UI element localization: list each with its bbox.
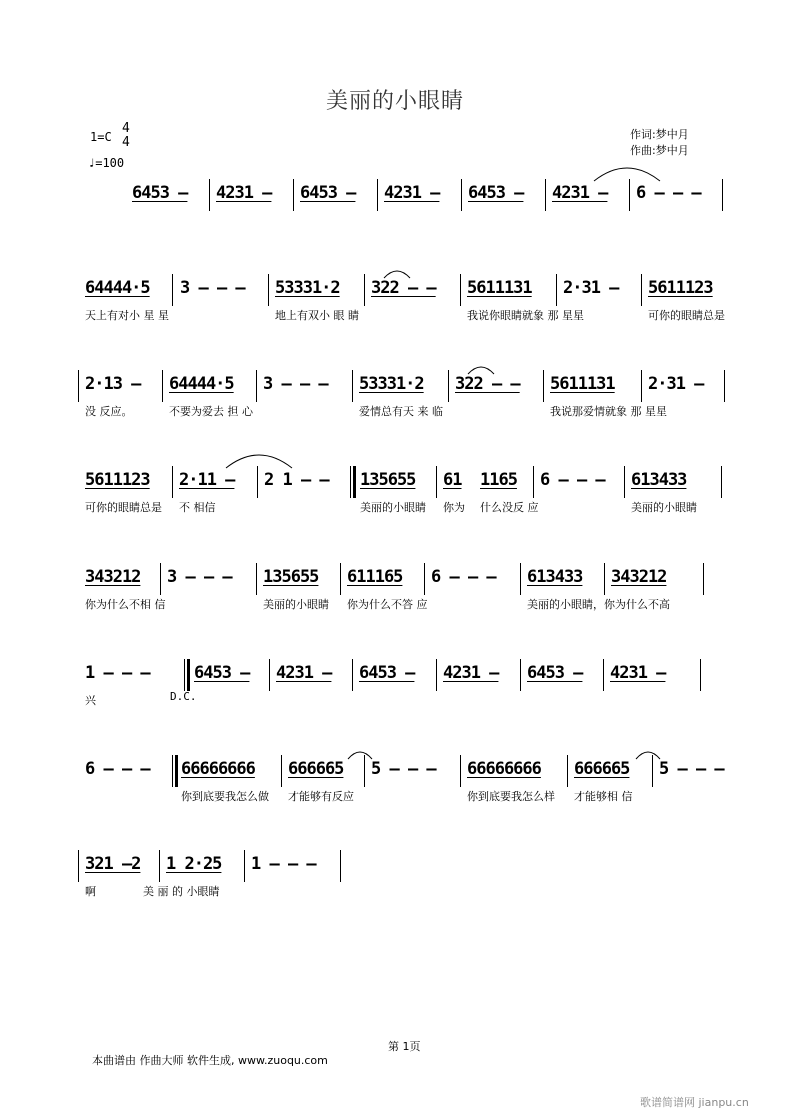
barline (377, 179, 378, 211)
lyric: 不 相信 (179, 501, 216, 514)
lyric: 美丽的小眼睛 (360, 501, 426, 514)
footer-credit: 本曲谱由 作曲大师 软件生成, www.zuoqu.com (92, 1054, 328, 1067)
tempo-marking (88, 156, 124, 170)
barline (520, 563, 521, 595)
measure: 4231 – (443, 663, 499, 683)
lyric: 你到底要我怎么做 (181, 790, 269, 803)
measure: 666665 (574, 759, 630, 779)
measure: 5611131 (550, 374, 615, 394)
barline (460, 755, 461, 787)
barline (603, 659, 604, 691)
barline (424, 563, 425, 595)
measure: 4231 – (216, 183, 272, 203)
lyricist: 作词:梦中月 (630, 128, 689, 141)
barline (352, 370, 353, 402)
time-denominator: 4 (122, 135, 130, 150)
lyric: 爱情总有天 来 临 (359, 405, 443, 418)
barline (556, 274, 557, 306)
barline (340, 563, 341, 595)
page-title: 美丽的小眼睛 (325, 89, 464, 114)
barline (256, 563, 257, 595)
repeat-barline (353, 466, 356, 498)
barline (722, 179, 723, 211)
barline (159, 850, 160, 882)
measure: 613433 (527, 567, 583, 587)
lyric: 我说那爱情就象 那 星星 (550, 405, 667, 418)
barline (172, 274, 173, 306)
measure: 61 (443, 470, 462, 490)
slur-arc (346, 747, 374, 761)
measure: 343212 (611, 567, 667, 587)
score-row-7 (0, 759, 790, 819)
lyric: 不要为爱去 担 心 (169, 405, 253, 418)
measure: 4231 – (552, 183, 608, 203)
lyric: 可你的眼睛总是 (85, 501, 162, 514)
barline (641, 370, 642, 402)
slur-arc (634, 747, 662, 761)
lyric: 你到底要我怎么样 (467, 790, 555, 803)
barline (641, 274, 642, 306)
measure: 64444·5 (169, 374, 234, 394)
barline (461, 179, 462, 211)
measure: 2·31 – (648, 374, 704, 394)
barline (281, 755, 282, 787)
repeat-barline (175, 755, 178, 787)
measure: 6453 – (527, 663, 583, 683)
measure: 1 2·25 (166, 854, 222, 874)
measure: 321 –2 (85, 854, 141, 874)
lyric: 才能够有反应 (288, 790, 354, 803)
time-numerator: 4 (122, 121, 130, 136)
lyric: 我说你眼睛就象 那 星星 (467, 309, 584, 322)
barline (160, 563, 161, 595)
measure: 2 1 – – (264, 470, 329, 490)
barline (256, 370, 257, 402)
barline (268, 274, 269, 306)
measure: 2·13 – (85, 374, 141, 394)
score-row-6 (0, 663, 790, 723)
lyric: 你为什么不相 信 (85, 598, 166, 611)
measure: 53331·2 (359, 374, 424, 394)
measure: 1 – – – (251, 854, 316, 874)
barline (700, 659, 701, 691)
measure: 6 – – – (431, 567, 496, 587)
measure: 613433 (631, 470, 687, 490)
measure: 6453 – (359, 663, 415, 683)
barline (78, 370, 79, 402)
barline (543, 370, 544, 402)
tie-arc (592, 161, 662, 185)
measure: 135655 (360, 470, 416, 490)
barline (162, 370, 163, 402)
measure: 343212 (85, 567, 141, 587)
score-row-5 (0, 567, 790, 627)
measure: 6453 – (300, 183, 356, 203)
repeat-barline (187, 659, 190, 691)
barline (533, 466, 534, 498)
measure: 64444·5 (85, 278, 150, 298)
barline (293, 179, 294, 211)
measure: 6453 – (468, 183, 524, 203)
score-row-1 (0, 183, 790, 243)
measure: 5611123 (85, 470, 150, 490)
lyric: 才能够相 信 (574, 790, 633, 803)
measure: 322 – – (455, 374, 520, 394)
measure: 6 – – – (540, 470, 605, 490)
barline (721, 466, 722, 498)
lyric: 美丽的小眼睛 (631, 501, 697, 514)
measure: 6 – – – (636, 183, 701, 203)
score-row-2 (0, 278, 790, 338)
barline (448, 370, 449, 402)
lyric: 你为 (443, 501, 465, 514)
barline (78, 850, 79, 882)
measure: 6 – – – (85, 759, 150, 779)
time-signature (122, 122, 130, 150)
lyric: 天上有对小 星 星 (85, 309, 169, 322)
measure: 1165 (480, 470, 517, 490)
measure: 4231 – (610, 663, 666, 683)
barline (172, 466, 173, 498)
page-number: 第 1页 (388, 1040, 421, 1053)
measure: 66666666 (181, 759, 255, 779)
measure: 5 – – – (371, 759, 436, 779)
lyric: 可你的眼睛总是 (648, 309, 725, 322)
measure: 322 – – (371, 278, 436, 298)
barline (520, 659, 521, 691)
credits (630, 127, 689, 159)
da-capo-marking: D.C. (170, 690, 197, 703)
measure: 6453 – (194, 663, 250, 683)
measure: 2·11 – (179, 470, 235, 490)
measure: 3 – – – (263, 374, 328, 394)
watermark: 歌谱简谱网 jianpu.cn (640, 1096, 749, 1109)
measure: 5611123 (648, 278, 713, 298)
measure: 135655 (263, 567, 319, 587)
measure: 5611131 (467, 278, 532, 298)
lyric: 地上有双小 眼 睛 (275, 309, 359, 322)
barline (604, 563, 605, 595)
tie-arc (224, 448, 294, 472)
barline (340, 850, 341, 882)
measure: 2·31 – (563, 278, 619, 298)
measure: 6453 – (132, 183, 188, 203)
lyric: 什么没反 应 (480, 501, 539, 514)
measure: 66666666 (467, 759, 541, 779)
barline (269, 659, 270, 691)
measure: 5 – – – (659, 759, 724, 779)
slur-arc (382, 266, 412, 280)
barline (436, 659, 437, 691)
lyric: 美丽的小眼睛，你为什么不高 (527, 598, 670, 611)
slur-arc (466, 362, 496, 376)
barline (184, 659, 185, 691)
measure: 611165 (347, 567, 403, 587)
measure: 3 – – – (180, 278, 245, 298)
barline (172, 755, 173, 787)
barline (703, 563, 704, 595)
measure: 4231 – (384, 183, 440, 203)
measure: 4231 – (276, 663, 332, 683)
composer: 作曲:梦中月 (630, 144, 689, 157)
score-row-3 (0, 374, 790, 434)
quarter-note-icon: ♩ (88, 156, 96, 170)
key-signature: 1=C (90, 130, 112, 144)
lyric: 啊 (85, 885, 96, 898)
barline (364, 274, 365, 306)
score-row-4 (0, 470, 790, 530)
barline (460, 274, 461, 306)
barline (350, 466, 351, 498)
barline (209, 179, 210, 211)
lyric: 没 反应。 (85, 405, 133, 418)
measure: 3 – – – (167, 567, 232, 587)
lyric: 美 丽 的 小眼睛 (143, 885, 220, 898)
measure: 53331·2 (275, 278, 340, 298)
barline (436, 466, 437, 498)
score-row-8 (0, 854, 790, 914)
barline (567, 755, 568, 787)
tempo-value: =100 (95, 156, 125, 170)
lyric: 美丽的小眼睛 (263, 598, 329, 611)
measure: 1 – – – (85, 663, 150, 683)
barline (244, 850, 245, 882)
lyric: 兴 (85, 694, 96, 707)
barline (724, 370, 725, 402)
barline (624, 466, 625, 498)
measure: 666665 (288, 759, 344, 779)
barline (352, 659, 353, 691)
lyric: 你为什么不答 应 (347, 598, 428, 611)
barline (545, 179, 546, 211)
